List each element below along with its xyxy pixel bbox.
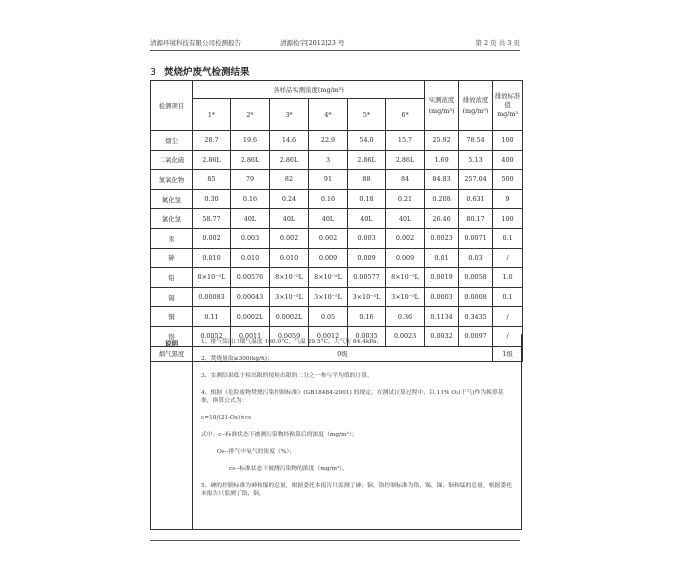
header-report-number: 清源检字[2012]23 号: [280, 39, 345, 47]
sample-value: 8×10⁻⁵L: [193, 268, 231, 288]
sample-label: 6*: [386, 99, 425, 131]
sample-value: 82: [270, 170, 309, 190]
table-row: [151, 287, 523, 307]
table-row: [151, 170, 523, 190]
header-company: 清源环境科技有限公司检测报告: [150, 39, 241, 47]
sample-value: 0.0059: [270, 326, 309, 346]
section-number: 3: [150, 67, 157, 78]
emission-concentration: 80.17: [459, 209, 493, 229]
smoke-value: 0级: [193, 346, 493, 361]
emission-limit: /: [493, 326, 523, 346]
sample-value: 0.010: [231, 248, 270, 268]
note-line: 5、砷的控制标准为砷和镍的总量，根据委托本报告只监测了砷；铜、铬控制标准为铬、锡、锑、铜和锰的总量，根据委托本报告只监测了铬、铜。: [201, 483, 512, 497]
note-line: 3、实测结果低于检出限的按检出限的二分之一参与平均值的计算。: [201, 373, 373, 379]
table-row: [151, 307, 523, 327]
sample-value: 0.16: [309, 189, 348, 209]
sample-value: 91: [309, 170, 348, 190]
note-formula: c=10/(21-Os)×cs: [201, 415, 252, 421]
measured-concentration: 0.0003: [425, 287, 459, 307]
sample-value: 2.86L: [193, 150, 231, 170]
header-rule: [150, 50, 520, 51]
sample-label: 5*: [348, 99, 386, 131]
emission-concentration: 0.0097: [459, 326, 493, 346]
sample-value: 0.00576: [231, 268, 270, 288]
sample-label: 2*: [231, 99, 270, 131]
sample-value: 0.00043: [231, 287, 270, 307]
sample-value: 3×10⁻⁵L: [348, 287, 386, 307]
measured-concentration: 0.208: [425, 189, 459, 209]
sample-value: 40L: [386, 209, 425, 229]
sample-value: 0.010: [193, 248, 231, 268]
emission-limit: 400: [493, 150, 523, 170]
emission-concentration: 0.0008: [459, 287, 493, 307]
note-line: 4、根据《危险废物焚烧污染控制标准》(GB18484-2001) 的规定，在测试计算过程中，以 11% O₂(干气)作为换算基准，换算公式为：: [201, 390, 504, 404]
sample-value: 0.00577: [348, 268, 386, 288]
sample-value: 0.009: [309, 248, 348, 268]
sample-value: 0.0023: [386, 326, 425, 346]
sample-value: 0.0052: [193, 326, 231, 346]
sample-value: 0.0035: [348, 326, 386, 346]
emission-limit: 1.0: [493, 268, 523, 288]
table-row: [151, 248, 523, 268]
sample-value: 28.7: [193, 131, 231, 151]
sample-value: 58.77: [193, 209, 231, 229]
sample-value: 0.009: [348, 248, 386, 268]
sample-value: 0.003: [231, 228, 270, 248]
sample-value: 40L: [231, 209, 270, 229]
sample-value: 0.11: [193, 307, 231, 327]
notes-label: 说明: [151, 334, 193, 529]
measured-concentration: 0.0019: [425, 268, 459, 288]
note-line: 1、排气筒出口烟气温度 160.0°C，气温 29.5°C，大气压 84.4kPa；: [201, 339, 383, 345]
emission-concentration: 0.0058: [459, 268, 493, 288]
emission-concentration: 78.54: [459, 131, 493, 151]
pollutant-name: 氯化氢: [151, 209, 193, 229]
sample-value: 84: [386, 170, 425, 190]
sample-value: 0.010: [270, 248, 309, 268]
pollutant-name: 烟尘: [151, 131, 193, 151]
sample-value: 0.002: [270, 228, 309, 248]
sample-value: 0.30: [193, 189, 231, 209]
smoke-limit: 1级: [493, 346, 523, 361]
sample-value: 0.16: [231, 189, 270, 209]
sample-value: 0.0002L: [270, 307, 309, 327]
sample-label: 1*: [193, 99, 231, 131]
sample-value: 8×10⁻⁵L: [386, 268, 425, 288]
table-row: [151, 209, 523, 229]
note-line: Os--排气中氧气的浓度（%）；: [217, 449, 296, 455]
sample-label: 4*: [309, 99, 348, 131]
table-row: [151, 189, 523, 209]
sample-value: 54.0: [348, 131, 386, 151]
table-row: [151, 268, 523, 288]
pollutant-name: 镉: [151, 287, 193, 307]
section-title-text: 焚烧炉废气检测结果: [164, 67, 250, 78]
sample-value: 3×10⁻⁵L: [309, 287, 348, 307]
sample-value: 8×10⁻⁵L: [309, 268, 348, 288]
emission-limit: 0.1: [493, 287, 523, 307]
measured-concentration: 0.0023: [425, 228, 459, 248]
pollutant-name: 铅: [151, 268, 193, 288]
sample-value: 8×10⁻⁵L: [270, 268, 309, 288]
sample-value: 2.86L: [386, 150, 425, 170]
emission-limit: 9: [493, 189, 523, 209]
pollutant-name: 二氧化硫: [151, 150, 193, 170]
sample-value: 2.86L: [270, 150, 309, 170]
sample-value: 79: [231, 170, 270, 190]
smoke-name: 烟气黑度: [151, 346, 193, 361]
limit-header: 排放标准值 mg/m³: [493, 81, 523, 131]
emission-concentration: 5.13: [459, 150, 493, 170]
sample-value: 22.9: [309, 131, 348, 151]
sample-value: 2.86L: [231, 150, 270, 170]
sample-value: 2.86L: [348, 150, 386, 170]
pollutant-name: 铜: [151, 307, 193, 327]
sample-value: 0.21: [386, 189, 425, 209]
sample-value: 0.0011: [231, 326, 270, 346]
footer-rule: [150, 540, 520, 541]
measured-concentration: 0.1134: [425, 307, 459, 327]
pollutant-name: 氟化氢: [151, 189, 193, 209]
emission-concentration: 0.0071: [459, 228, 493, 248]
measured-concentration: 0.0032: [425, 326, 459, 346]
pollutant-name: 砷: [151, 248, 193, 268]
pollutant-name: 铬: [151, 326, 193, 346]
pollutant-name: 汞: [151, 228, 193, 248]
sample-value: 0.18: [348, 189, 386, 209]
measured-concentration: 25.92: [425, 131, 459, 151]
sample-value: 19.6: [231, 131, 270, 151]
sample-value: 0.24: [270, 189, 309, 209]
sample-value: 3×10⁻⁵L: [386, 287, 425, 307]
sample-value: 85: [193, 170, 231, 190]
sample-value: 3: [309, 150, 348, 170]
measured-concentration: 0.01: [425, 248, 459, 268]
emission-limit: 0.1: [493, 228, 523, 248]
sample-value: 0.0012: [309, 326, 348, 346]
table-row: [151, 131, 523, 151]
group-header: 各样品实测浓度(mg/m³): [193, 81, 425, 99]
section-title: [150, 64, 250, 78]
emission-concentration: 0.3435: [459, 307, 493, 327]
sample-value: 0.002: [309, 228, 348, 248]
sample-value: 14.6: [270, 131, 309, 151]
sample-label: 3*: [270, 99, 309, 131]
emission-limit: 100: [493, 131, 523, 151]
sample-value: 88: [348, 170, 386, 190]
table-row: [151, 150, 523, 170]
sample-value: 0.009: [386, 248, 425, 268]
emission-concentration: 257.04: [459, 170, 493, 190]
emission-concentration: 0.03: [459, 248, 493, 268]
sample-value: 0.00083: [193, 287, 231, 307]
sample-value: 0.0002L: [231, 307, 270, 327]
sample-value: 0.36: [386, 307, 425, 327]
pollutant-name: 氮氧化物: [151, 170, 193, 190]
emission-limit: /: [493, 248, 523, 268]
sample-value: 0.003: [348, 228, 386, 248]
sample-value: 40L: [270, 209, 309, 229]
notes-section: [150, 334, 522, 530]
sample-value: 0.002: [386, 228, 425, 248]
emission-limit: /: [493, 307, 523, 327]
sample-value: 0.16: [348, 307, 386, 327]
item-header: 检测项目: [151, 81, 193, 131]
avg-header: 实测浓度(mg/m³): [425, 81, 459, 131]
measured-concentration: 26.46: [425, 209, 459, 229]
sample-value: 3×10⁻⁵L: [270, 287, 309, 307]
note-line: cs--标准状态下被测污染物的浓度（mg/m³）。: [229, 466, 348, 472]
sample-value: 40L: [348, 209, 386, 229]
sample-value: 15.7: [386, 131, 425, 151]
results-table: [150, 80, 523, 362]
notes-body: [201, 338, 515, 507]
sample-value: 40L: [309, 209, 348, 229]
page-header: [150, 38, 520, 50]
measured-concentration: 1.69: [425, 150, 459, 170]
sample-value: 0.002: [193, 228, 231, 248]
emission-limit: 100: [493, 209, 523, 229]
note-line: 2、焚烧量取≤300(kg/h)；: [201, 356, 273, 362]
header-page-number: 第 2 页 共 3 页: [475, 39, 520, 47]
table-row: [151, 228, 523, 248]
measured-concentration: 84.83: [425, 170, 459, 190]
emission-concentration: 0.631: [459, 189, 493, 209]
emis-header: 排放浓度(mg/m³): [459, 81, 493, 131]
note-line: 式中：c--标准状态下被测污染物经换算后的浓度（mg/m³）；: [201, 432, 358, 438]
emission-limit: 500: [493, 170, 523, 190]
sample-value: 0.05: [309, 307, 348, 327]
